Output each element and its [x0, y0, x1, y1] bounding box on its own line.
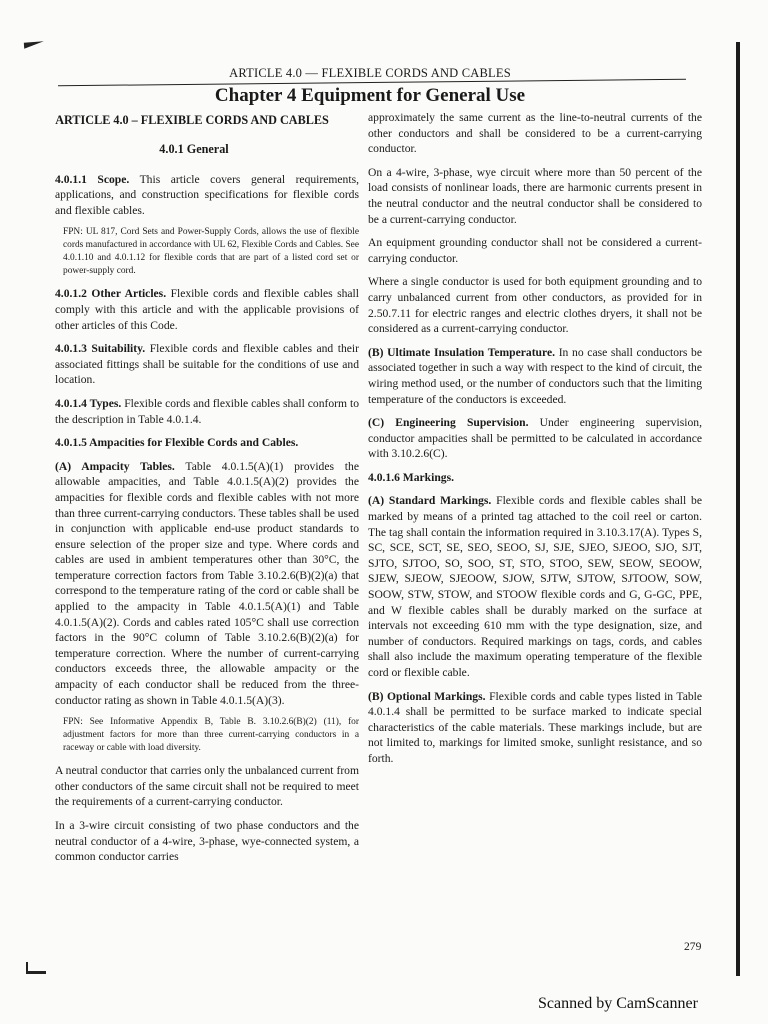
optional-markings-paragraph: [368, 689, 702, 767]
ultimate-text: In no case shall conductors be associated together in such a way with respect to the kind of circuit, the wiring method used, or the number of conductors such that the limiting temperature of the conductors is exceeded.: [368, 345, 703, 406]
continuation-paragraph: approximately the same current as the line-to-neutral currents of the other conductors and shall be considered to be a current-carrying conductor.: [368, 111, 702, 156]
scanner-watermark: Scanned by CamScanner: [538, 995, 698, 1012]
ultimate-label: (B) Ultimate Insulation Temperature.: [368, 345, 555, 359]
fpn-note-2: FPN: See Informative Appendix B, Table B. 3.10.2.6(B)(2) (11), for adjustment factors for more than three current-carrying conductors in a raceway or cable with load diversity.: [63, 717, 359, 754]
ampacities-heading: [55, 435, 359, 451]
optional-markings-text: Flexible cords and cable types listed in Table 4.0.1.4 shall be permitted to be surface marked to indicate special characteristics of the cable materials. These markings include, but are not limited to, markings for limited smoke, sunlight resistance, and so forth.: [368, 689, 703, 765]
standard-markings-text: Flexible cords and flexible cables shall be marked by means of a printed tag attached to the coil reel or carton. The tag shall contain the information required in 3.10.3.17(A). Types S, SC, SCE, SCT, SE, SEO, SEOO, SJ, SJE, SJEO, SJEOO, SJO, SJT, SJTO, SJTOO, SO, SOO, ST, STO, STOO, SEW, SEOW, SEOOW, SJEW, SJEOW, SJEOOW, SJOW, SJTW, SJTOW, SJTOOW, SOW, SOOW, STW, STOW, and STOOW flexible cords and G, G-GC, PPE, and W flexible cables shall be durably marked on the surface at intervals not exceeding 610 mm with the type designation, size, and number of conductors. Required markings on tags, cords, and cables shall also include the maximum operating temperature of the flexible cord or flexible cable.: [368, 494, 702, 679]
scope-paragraph: [55, 172, 359, 219]
scan-edge-bar: [736, 42, 740, 976]
single-conductor-paragraph: Where a single conductor is used for both equipment grounding and to carry unbalanced current from other conductors, as provided for in 2.50.7.11 for electric ranges and electric clothes dryers, it shall not be considered as a current-carrying conductor.: [368, 275, 702, 336]
chapter-title: Chapter 4 Equipment for General Use: [214, 85, 526, 106]
suitability-label: 4.0.1.3 Suitability.: [55, 342, 146, 356]
scope-text: This article covers general requirements, applications, and construction specifications for flexible cords and flexible cables.: [55, 172, 359, 217]
ampacity-tables-paragraph: [55, 459, 359, 709]
ultimate-paragraph: [368, 345, 702, 407]
fpn-note-1: FPN: UL 817, Cord Sets and Power-Supply Cords, allows the use of flexible cords manufactured in accordance with UL 62, Flexible Cords and Cables. See 4.0.1.10 and 4.0.1.12 for flexible cords that are part of a listed cord set or power-supply cord.: [63, 227, 359, 277]
ampacity-tables-text: Table 4.0.1.5(A)(1) provides the allowable ampacities, and Table 4.0.1.5(A)(2) provides the ampacities for flexible cords and flexible cables with not more than three current-carrying conductors. These tables shall be used in conjunction with applicable end-use product standards to ensure selection of the proper size and type. Where cords and cables are used in ambient temperatures other than 30°C, the temperature correction factors from Table 3.10.2.6(B)(2)(a) that correspond to the temperature rating of the cord or cable shall be applied to the ampacity in Table 4.0.1.5(A)(1) and Table 4.0.1.5(A)(2). Cords and cables rated 105°C shall use correction factors in the 90°C column of Table 3.10.2.6(B)(2)(a) for temperature correction. Where the number of current-carrying conductors exceeds three, the allowable ampacity or the ampacity of each conductor shall be reduced from the three-conductor rating as shown in Table 4.0.1.5(A)(3).: [55, 459, 360, 707]
other-articles-text: Flexible cords and flexible cables shall comply with this article and with the applicable provisions of other articles of this Code.: [55, 287, 359, 332]
engineering-text: Under engineering supervision, conductor ampacities shall be permitted to be calculated in accordance with 3.10.2.6(C).: [368, 416, 702, 461]
optional-markings-label: (B) Optional Markings.: [368, 689, 486, 703]
running-head: ARTICLE 4.0 — FLEXIBLE CORDS AND CABLES: [229, 66, 511, 80]
right-column: [368, 110, 702, 775]
left-column: [55, 112, 359, 873]
scan-corner-mark-bottom: [22, 962, 46, 974]
ampacities-heading-text: 4.0.1.5 Ampacities for Flexible Cords and Cables.: [55, 436, 299, 450]
markings-heading: [368, 470, 702, 486]
standard-markings-paragraph: [368, 493, 702, 680]
scan-corner-mark-top: [24, 41, 44, 48]
engineering-paragraph: [368, 415, 702, 462]
types-text: Flexible cords and flexible cables shall conform to the description in Table 4.0.1.4.: [55, 396, 359, 426]
three-wire-paragraph: In a 3-wire circuit consisting of two phase conductors and the neutral conductor of a 4-wire, 3-phase, wye-connected system, a common conductor carries: [55, 819, 359, 864]
ampacity-tables-label: (A) Ampacity Tables.: [55, 459, 175, 473]
types-paragraph: [55, 396, 359, 427]
suitability-paragraph: [55, 341, 359, 388]
scope-label: 4.0.1.1 Scope.: [55, 172, 130, 186]
suitability-text: Flexible cords and flexible cables and their associated fittings shall be suitable for the conditions of use and location.: [55, 342, 359, 387]
page-number: 279: [684, 940, 702, 953]
neutral-paragraph: A neutral conductor that carries only the unbalanced current from other conductors of the same circuit shall not be required to meet the requirements of a current-carrying conductor.: [55, 764, 359, 809]
grounding-paragraph: An equipment grounding conductor shall not be considered a current-carrying conductor.: [368, 236, 702, 265]
other-articles-label: 4.0.1.2 Other Articles.: [55, 287, 167, 301]
article-heading: ARTICLE 4.0 – FLEXIBLE CORDS AND CABLES: [55, 113, 329, 127]
markings-heading-text: 4.0.1.6 Markings.: [368, 470, 454, 484]
four-wire-paragraph: On a 4-wire, 3-phase, wye circuit where more than 50 percent of the load consists of nonlinear loads, there are harmonic currents present in the neutral conductor and the neutral conductor shall be considered to be a current-carrying conductor.: [368, 165, 702, 226]
section-heading: 4.0.1 General: [159, 142, 229, 156]
types-label: 4.0.1.4 Types.: [55, 396, 122, 410]
standard-markings-label: (A) Standard Markings.: [368, 494, 492, 508]
other-articles-paragraph: [55, 286, 359, 333]
engineering-label: (C) Engineering Supervision.: [368, 416, 529, 430]
